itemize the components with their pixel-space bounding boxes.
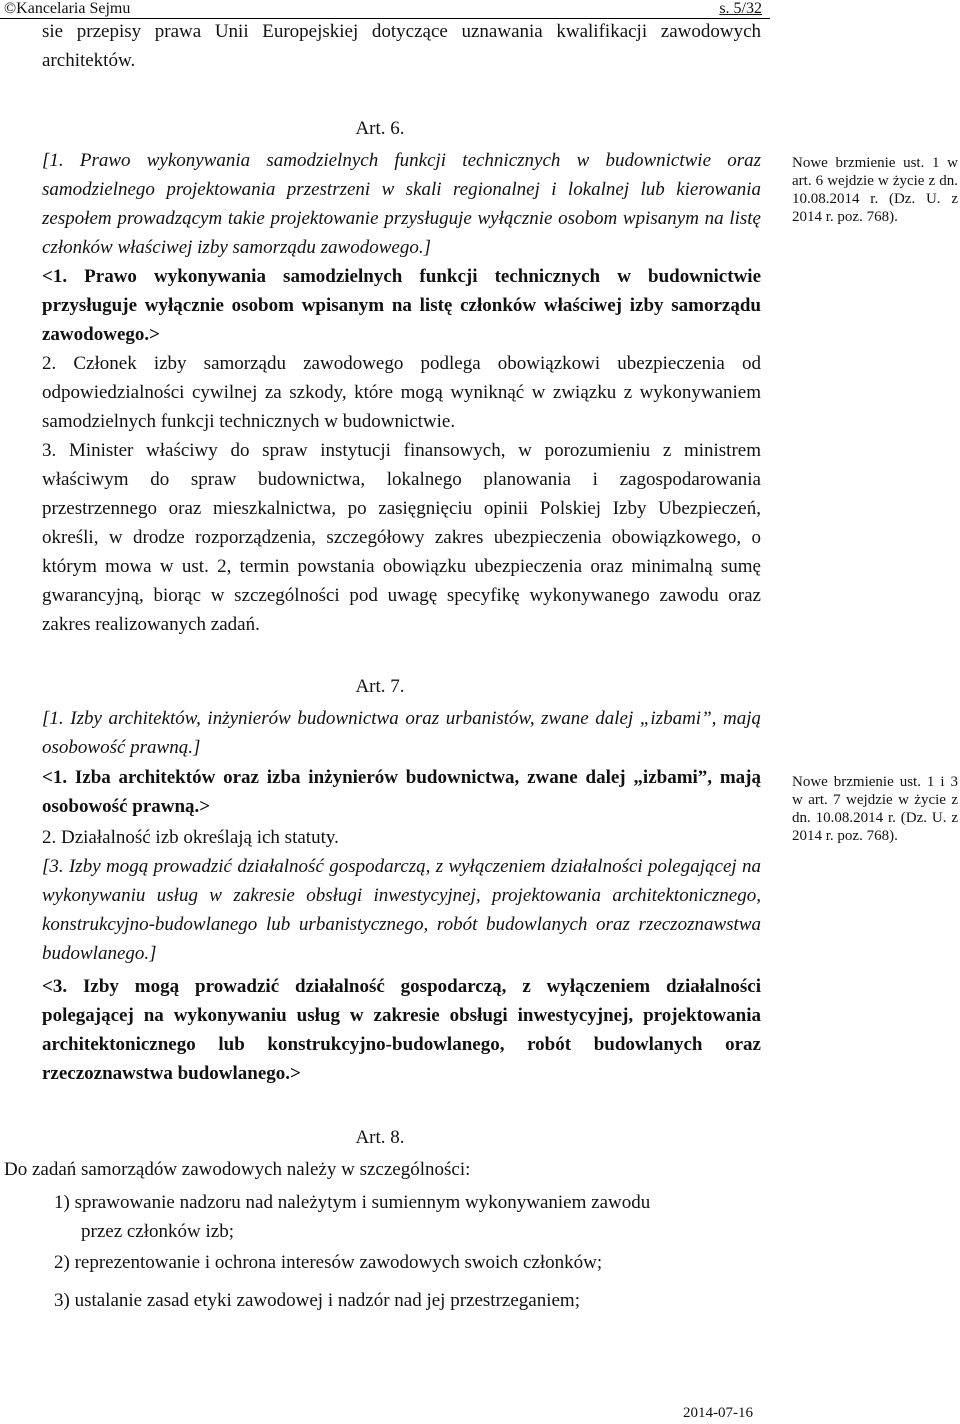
art6-p2: 2. Członek izby samorządu zawodowego podlega obowiązkowi ubezpieczenia od odpowiedzialności cywilnej za szkody, które mogą wyniknąć w związku z wykonywaniem samodzielnych funkcji technicznych w budownictwie. <box>42 353 761 432</box>
art7-p3-new: <3. Izby mogą prowadzić działalność gospodarczą, z wyłączeniem działalności polegającej na wykonywaniu usług w zakresie obsługi inwestycyjnej, projektowania architektonicznego lub konstrukcyjno-budowlanego, robót budowlanych oraz rzeczoznawstwa budowlanego.> <box>42 976 761 1084</box>
art7-p2: 2. Działalność izb określają ich statuty. <box>42 827 339 848</box>
list-item-number: 3) <box>54 1290 70 1311</box>
list-item <box>54 1286 766 1315</box>
list-item-number: 1) <box>54 1192 70 1213</box>
list-item-text: ustalanie zasad etyki zawodowej i nadzór nad jej przestrzeganiem; <box>74 1290 580 1311</box>
art7-p3-old: [3. Izby mogą prowadzić działalność gospodarczą, z wyłączeniem działalności polegającej na wykonywaniu usług w zakresie obsługi inwestycyjnej, projektowania architektonicznego, konstrukcyjno-budowlanego lub urbanistycznego, robót budowlanych oraz rzeczoznawstwa budowlanego.] <box>42 856 761 964</box>
art7-side-note: Nowe brzmienie ust. 1 i 3 w art. 7 wejdzie w życie z dn. 10.08.2014 r. (Dz. U. z 2014 r. poz. 768). <box>792 774 958 844</box>
list-item-text: reprezentowanie i ochrona interesów zawodowych swoich członków; <box>74 1252 603 1273</box>
list-item-text: sprawowanie nadzoru nad należytym i sumiennym wykonywaniem zawodu <box>74 1192 651 1213</box>
art7-p1-new: <1. Izba architektów oraz izba inżynierów budownictwa, zwane dalej „izbami”, mają osobowość prawną.> <box>42 767 761 817</box>
art6-side-note: Nowe brzmienie ust. 1 w art. 6 wejdzie w życie z dn. 10.08.2014 r. (Dz. U. z 2014 r. poz. 768). <box>792 155 958 225</box>
list-item-number: 2) <box>54 1252 70 1273</box>
art7-p1-old: [1. Izby architektów, inżynierów budownictwa oraz urbanistów, zwane dalej „izbami”, mają osobowość prawną.] <box>42 708 761 758</box>
art7-title: Art. 7. <box>355 676 405 697</box>
art6-p1-new: <1. Prawo wykonywania samodzielnych funkcji technicznych w budownictwie przysługuje wyłącznie osobom wpisanym na listę członków właściwej izby samorządu zawodowego.> <box>42 266 761 345</box>
header-page-number: s. 5/32 <box>719 0 762 17</box>
footer-date: 2014-07-16 <box>683 1405 753 1421</box>
art6-p1-old: [1. Prawo wykonywania samodzielnych funkcji technicznych w budownictwie oraz samodzielnego projektowania przestrzeni w skali regionalnej i lokalnej lub kierowania zespołem prowadzącym takie projektowanie przysługuje wyłącznie osobom wpisanym na listę członków właściwej izby samorządu zawodowego.] <box>42 150 761 258</box>
header-source: ©Kancelaria Sejmu <box>4 0 131 17</box>
list-item <box>54 1248 766 1277</box>
intro-fragment: sie przepisy prawa Unii Europejskiej dotyczące uznawania kwalifikacji zawodowych architektów. <box>42 21 761 71</box>
list-item-text-continued: przez członków izb; <box>81 1221 234 1242</box>
art6-title: Art. 6. <box>355 118 405 139</box>
art8-intro: Do zadań samorządów zawodowych należy w szczególności: <box>4 1159 471 1180</box>
art6-p3: 3. Minister właściwy do spraw instytucji finansowych, w porozumieniu z ministrem właściwym do spraw budownictwa, lokalnego planowania i zagospodarowania przestrzennego oraz mieszkalnictwa, po zasięgnięciu opinii Polskiej Izby Ubezpieczeń, określi, w drodze rozporządzenia, szczegółowy zakres ubezpieczenia obowiązkowego, o którym mowa w ust. 2, termin powstania obowiązku ubezpieczenia oraz minimalną sumę gwarancyjną, biorąc w szczególności pod uwagę specyfikę wykonywanego zawodu oraz zakres realizowanych zadań. <box>42 440 761 635</box>
art8-title: Art. 8. <box>355 1127 405 1148</box>
list-item <box>54 1188 766 1246</box>
